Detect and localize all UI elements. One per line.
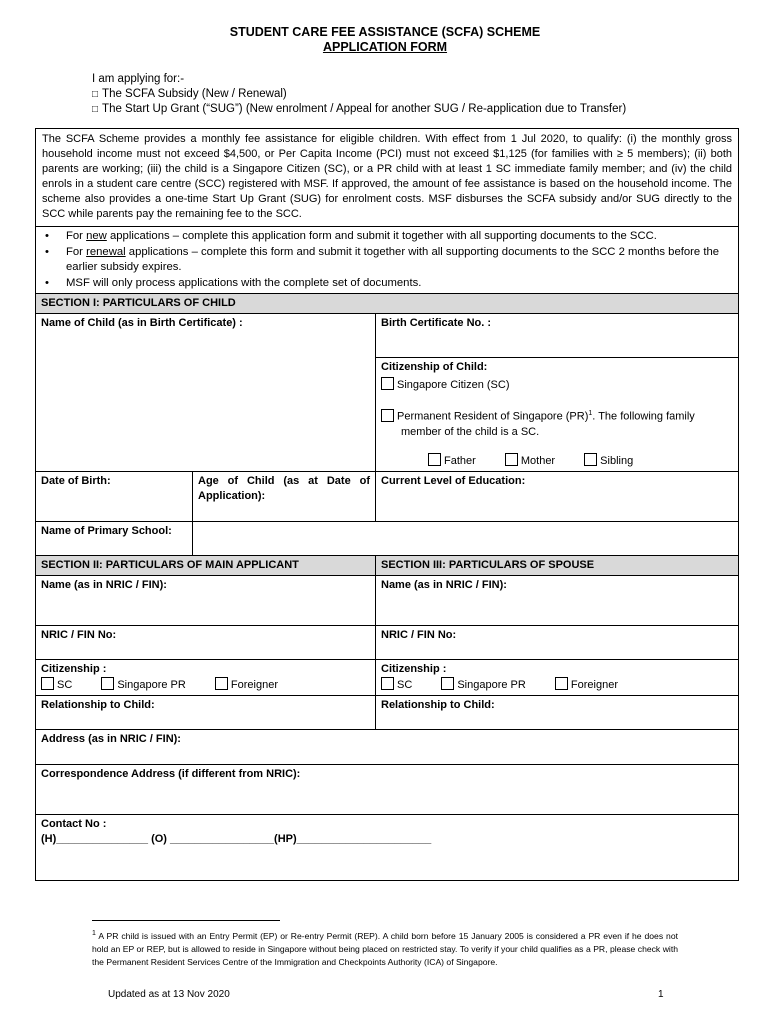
dob-field[interactable] [36,471,193,521]
dob-label: Date of Birth: [41,474,111,487]
nric-address-label: Address (as in NRIC / FIN): [41,732,181,745]
section-1-heading: SECTION I: PARTICULARS OF CHILD [36,294,739,314]
correspondence-address-field[interactable] [36,764,739,814]
birth-cert-label: Birth Certificate No. : [381,317,492,329]
footnote-divider [92,920,280,921]
applying-for-block [92,72,626,117]
applicant-pr-label: Singapore PR [117,678,186,691]
spouse-citizenship-field [376,659,739,695]
school-input[interactable] [193,521,739,555]
sc-option-label: Singapore Citizen (SC) [397,379,510,391]
education-label: Current Level of Education: [381,474,526,487]
applicant-nric-label: NRIC / FIN No: [41,628,117,641]
birth-cert-field[interactable] [376,314,739,358]
child-citizenship-field: Citizenship of Child: Singapore Citizen (SC) Permanent Resident of Singapore (PR)$^1$. The following family member of the child is a SC. Father Mother Sibling [376,358,739,472]
spouse-sc-label: SC [397,678,413,691]
spouse-sc-checkbox[interactable] [381,677,394,690]
section-3-heading: SECTION III: PARTICULARS OF SPOUSE [376,555,739,575]
option-scfa-subsidy[interactable]: □ The SCFA Subsidy (New / Renewal) [92,87,626,102]
father-label: Father [444,454,476,467]
applicant-pr-checkbox[interactable] [101,677,114,690]
child-name-field[interactable] [36,314,376,472]
applying-label: I am applying for:- [92,73,185,85]
applicant-foreigner-checkbox[interactable] [215,677,228,690]
form-subtitle: APPLICATION FORM [322,40,448,54]
father-checkbox[interactable] [428,453,441,466]
sibling-label: Sibling [600,454,634,467]
footnote: $^1$ A PR child is issued with an Entry Permit (EP) or Re-entry Permit (REP). A child born before 15 January 2005 is considered a PR even if he does not hold an EP or REP, but is allowed to reside in Singapore without being placed on restricted stay. To verify if your child qualifies as a PR, please check with the Permanent Resident Services Centre of the Immigration and Checkpoints Authority (ICA) of Singapore. [92,930,678,967]
nric-address-field[interactable] [36,729,739,764]
spouse-relationship-field[interactable] [376,695,739,729]
section-2-heading: SECTION II: PARTICULARS OF MAIN APPLICANT [36,555,376,575]
spouse-foreigner-checkbox[interactable] [555,677,568,690]
contact-label: Contact No : [41,817,107,830]
instruction-new: • For new applications – complete this application form and submit it together with all supporting documents to the SCC. [41,229,733,245]
spouse-name-label: Name (as in NRIC / FIN): [381,578,507,591]
applicant-name-label: Name (as in NRIC / FIN): [41,578,167,591]
school-label: Name of Primary School: [41,524,172,537]
mother-checkbox[interactable] [505,453,518,466]
spouse-nric-label: NRIC / FIN No: [381,628,457,641]
education-field[interactable] [376,471,739,521]
spouse-nric-field[interactable] [376,625,739,659]
instruction-renewal: • For renewal applications – complete this form and submit it together with all supporting documents to the SCC 2 months before the earlier subsidy expires. [41,245,733,276]
form-title: STUDENT CARE FEE ASSISTANCE (SCFA) SCHEME [229,25,541,39]
pr-option-label: Permanent Resident of Singapore (PR) [397,410,589,423]
pr-checkbox[interactable] [381,409,394,422]
sc-checkbox[interactable] [381,377,394,390]
applicant-citizenship-label: Citizenship : [41,662,107,675]
applicant-nric-field[interactable] [36,625,376,659]
applicant-sc-checkbox[interactable] [41,677,54,690]
applicant-relationship-field[interactable] [36,695,376,729]
page-number: 1 [658,989,664,1000]
spouse-name-field[interactable] [376,575,739,625]
instructions-list [36,227,739,294]
applicant-name-field[interactable] [36,575,376,625]
contact-numbers-line: (H)_______________ (O) _________________(HP)______________________ [41,832,432,845]
applicant-sc-label: SC [57,678,73,691]
spouse-citizenship-label: Citizenship : [381,662,447,675]
applicant-relationship-label: Relationship to Child: [41,698,155,711]
updated-date: Updated as at 13 Nov 2020 [108,989,230,1000]
age-label: Age of Child (as at Date of Application): [198,474,370,502]
age-field[interactable] [193,471,376,521]
pr-note: . The following family member of the child is a SC. [401,410,695,438]
child-name-label: Name of Child (as in Birth Certificate) : [41,317,243,329]
correspondence-address-label: Correspondence Address (if different from NRIC): [41,767,301,780]
school-label-cell [36,521,193,555]
spouse-pr-checkbox[interactable] [441,677,454,690]
application-form-table [35,128,739,881]
option-start-up-grant[interactable]: □ The Start Up Grant (“SUG”) (New enrolment / Appeal for another SUG / Re-application due to Transfer) [92,102,626,117]
spouse-relationship-label: Relationship to Child: [381,698,495,711]
spouse-pr-label: Singapore PR [457,678,526,691]
sibling-checkbox[interactable] [584,453,597,466]
applicant-foreigner-label: Foreigner [230,678,278,691]
applicant-citizenship-field [36,659,376,695]
mother-label: Mother [520,454,556,467]
spouse-foreigner-label: Foreigner [570,678,618,691]
child-citizenship-label: Citizenship of Child: [381,361,488,373]
scheme-description: The SCFA Scheme provides a monthly fee assistance for eligible children. With effect from 1 Jul 2020, to qualify: (i) the monthly gross household income must not exceed $4,500, or Per Capita Income (PCI) must not exceed $1,125 (for families with ≥ 5 members); (ii) both parents are working; (iii) the child is a Singapore Citizen (SC), or a PR child with at least 1 SC immediate family member; and (iv) the child enrols in a student care centre (SCC) registered with MSF. If approved, the amount of fee assistance is based on the household income. The scheme also provides a one-time Start Up Grant (SUG) for enrolment costs. MSF disburses the SCFA subsidy and/or SUG directly to the SCC while parents pay the remaining fee to the SCC. [36,129,739,227]
instruction-complete-docs: • MSF will only process applications with the complete set of documents. [41,276,733,292]
contact-field[interactable] [36,814,739,880]
